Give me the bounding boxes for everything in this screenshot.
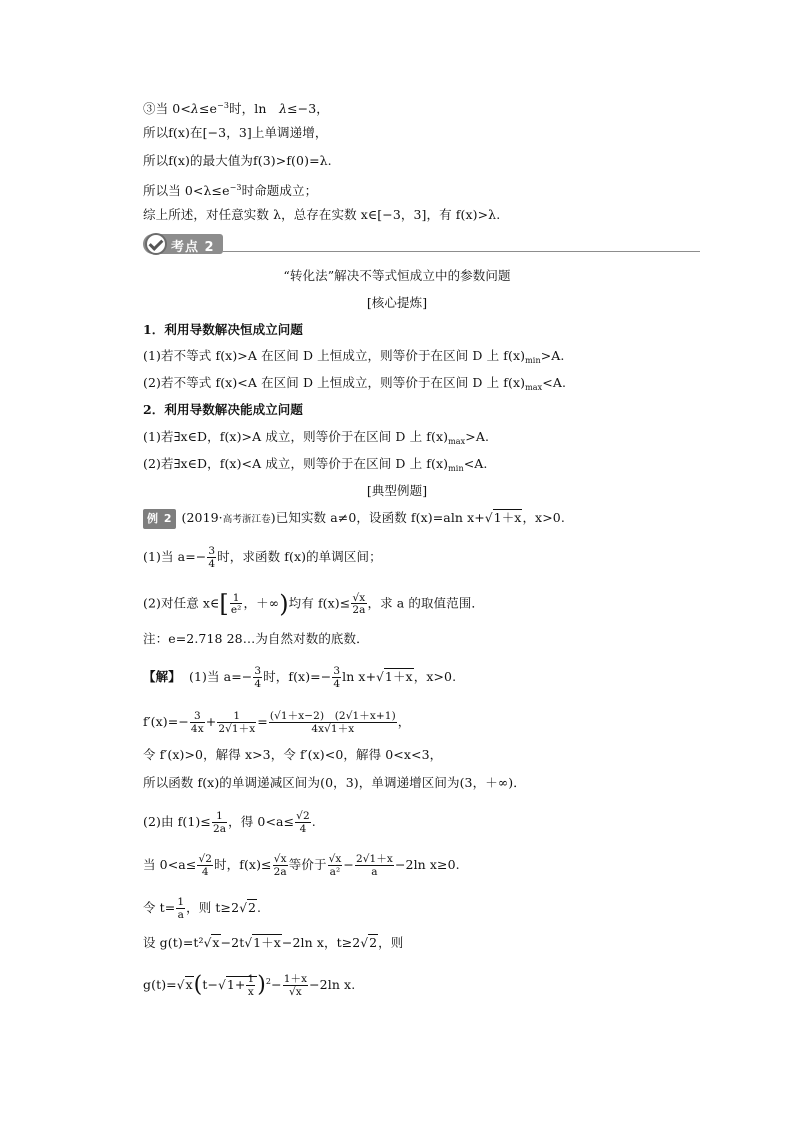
text: t− — [202, 977, 219, 992]
solution-label: 【解】 — [143, 669, 181, 684]
text: . — [257, 900, 262, 915]
text: (2)若不等式 f(x)<A 在区间 D 上恒成立，则等价于在区间 D 上 f(x) — [143, 375, 526, 390]
exponent: 2 — [265, 977, 272, 986]
text: 时，求函数 f(x)的单调区间； — [217, 549, 382, 564]
solution-equiv — [143, 854, 460, 877]
sqrt-icon: √ — [176, 978, 185, 992]
fraction: $\frac{1}{2a}$ — [213, 810, 227, 835]
text: 令 t= — [143, 900, 176, 915]
text: ， — [397, 714, 411, 729]
text: <A. — [463, 456, 488, 471]
radicand: 2 — [247, 900, 256, 915]
text: ≤−3， — [287, 101, 329, 116]
text: −2t — [220, 935, 245, 950]
typical-heading: [典型例题] — [366, 483, 428, 498]
text: <A. — [542, 375, 567, 390]
text: >A. — [465, 429, 490, 444]
text: ，则 t≥2 — [186, 900, 240, 915]
radicand: 2 — [369, 935, 378, 950]
text: >A. — [540, 348, 565, 363]
subscript: min — [525, 356, 541, 365]
sqrt-icon: √ — [244, 936, 253, 950]
sqrt-icon: √ — [239, 901, 247, 915]
text: ，x>0. — [413, 669, 457, 684]
fraction: $\frac{3}{4x}$ — [190, 710, 204, 735]
text: 时命题成立； — [241, 183, 318, 198]
solution-substitute — [143, 897, 261, 920]
sqrt-icon: √ — [218, 978, 226, 992]
text: ≤e — [198, 101, 218, 116]
text: 所以当 0<λ≤e — [143, 183, 230, 198]
line-holds — [143, 179, 317, 200]
line-case-3 — [143, 97, 329, 118]
fraction: $\frac{√2}{4}$ — [198, 853, 213, 878]
divider — [223, 251, 700, 252]
radicand: x — [185, 977, 193, 992]
solution-sign: 令 f′(x)>0，解得 x>3，令 f′(x)<0，解得 0<x<3， — [143, 747, 443, 762]
text: (1)当 a=− — [143, 549, 207, 564]
text: ，x>0. — [522, 510, 565, 525]
text: 时，f(x)=− — [263, 669, 332, 684]
lambda: λ — [279, 101, 288, 116]
text: ③当 0< — [143, 101, 191, 116]
core-heading: [核心提炼] — [366, 295, 428, 310]
fraction: $\frac{√2}{4}$ — [296, 810, 310, 835]
fraction: $\frac{√x}{2a}$ — [273, 853, 287, 878]
text: (2)由 f(1)≤ — [143, 814, 211, 829]
paren-icon: ( — [193, 972, 203, 998]
text: = — [257, 714, 268, 729]
radicand: 1＋x — [493, 510, 522, 525]
text: ) — [270, 510, 276, 525]
text: ln x+ — [342, 669, 377, 684]
kaodian-label: 考点 2 — [171, 240, 215, 255]
sqrt-icon: √ — [484, 511, 493, 525]
fraction: $\frac{3}{4}$ — [208, 545, 216, 570]
text: ，求 a 的取值范围． — [367, 595, 484, 611]
text: (1)当 a=− — [188, 669, 253, 684]
para-3 — [143, 428, 489, 451]
check-icon — [145, 233, 167, 255]
radicand: x — [212, 935, 220, 950]
radicand: 1＋x — [384, 669, 413, 684]
sqrt-icon: √ — [203, 936, 212, 950]
text: 已知实数 a≠0，设函数 f(x)=aln x+ — [275, 510, 485, 525]
text: −2ln x，t≥2 — [281, 935, 361, 950]
sqrt-icon: √ — [360, 936, 369, 950]
text: 时，f(x)≤ — [214, 857, 272, 872]
derivative — [143, 711, 410, 734]
note: 注：e=2.718 28…为自然对数的底数． — [143, 631, 369, 646]
para-2 — [143, 374, 566, 397]
para-1 — [143, 347, 565, 370]
text: 设 g(t)=t² — [143, 935, 204, 950]
subscript: min — [448, 464, 464, 473]
text: (2)若∃x∈D，f(x)<A 成立，则等价于在区间 D 上 f(x) — [143, 456, 449, 471]
text: − — [271, 977, 282, 992]
text: g(t)= — [143, 977, 177, 992]
text: ，＋∞ — [243, 595, 280, 611]
text: − — [343, 857, 354, 872]
fraction: $\frac{(√1+x-2) (2√1+x+1)}{4x√1+x}$ — [269, 710, 396, 735]
subscript: max — [525, 383, 543, 392]
radicand: 1＋x — [253, 935, 281, 950]
text: 当 0<a≤ — [143, 857, 197, 872]
paren-icon: ) — [257, 972, 266, 998]
text: ，则 — [378, 935, 404, 950]
question-1 — [143, 546, 382, 569]
sqrt-icon: √ — [376, 670, 384, 684]
text: + — [205, 714, 217, 729]
solution-define-g — [143, 934, 403, 952]
solution-2 — [143, 811, 316, 834]
subscript: max — [448, 437, 466, 446]
solution-1 — [143, 666, 456, 689]
fraction: $\frac{√x}{2a}$ — [352, 591, 366, 616]
heading-2: 2．利用导数解决能成立问题 — [143, 402, 303, 417]
text: 均有 f(x)≤ — [288, 595, 351, 611]
text: 时，ln — [229, 101, 280, 116]
text: (1)若∃x∈D，f(x)>A 成立，则等价于在区间 D 上 f(x) — [143, 429, 449, 444]
text: −2ln x≥0. — [394, 857, 460, 872]
example-stem — [143, 509, 565, 529]
fraction: $\frac{3}{4}$ — [254, 665, 262, 690]
question-2 — [143, 592, 484, 616]
exponent: −3 — [217, 101, 230, 110]
text: f′(x)=− — [143, 714, 189, 729]
kaodian-badge — [143, 234, 223, 254]
solution-intervals: 所以函数 f(x)的单调递减区间为(0，3)，单调递增区间为(3，＋∞)． — [143, 775, 526, 790]
fraction: $\frac{1}{\text{e²}}$ — [230, 591, 242, 616]
line-max-value: 所以f(x)的最大值为f(3)>f(0)=λ. — [143, 153, 332, 168]
source: 高考浙江卷 — [222, 514, 271, 525]
section-title: “转化法”解决不等式恒成立中的参数问题 — [283, 268, 511, 283]
text: (1)若不等式 f(x)>A 在区间 D 上恒成立，则等价于在区间 D 上 f(x) — [143, 348, 526, 363]
fraction: $\frac{√x}{\text{a²}}$ — [328, 853, 342, 878]
fraction: $\frac{1}{2√1+x}$ — [218, 710, 256, 735]
text: (2)对任意 x∈ — [143, 595, 220, 611]
radicand: 1+ $\frac{1}{x}$ — [226, 976, 257, 992]
paren-icon: ) — [279, 590, 289, 618]
fraction: $\frac{1+x}{√x}$ — [283, 973, 308, 998]
bracket-icon: [ — [219, 590, 229, 618]
text: −2ln x. — [309, 977, 356, 992]
solution-g-form — [143, 973, 355, 997]
text: 等价于 — [288, 857, 327, 872]
line-monotonic: 所以f(x)在[−3，3]上单调递增， — [143, 125, 328, 140]
lambda: λ — [190, 101, 199, 116]
fraction: $\frac{3}{4}$ — [333, 665, 341, 690]
fraction: $\frac{1}{a}$ — [177, 896, 185, 921]
kaodian-header — [143, 233, 700, 255]
text: ，得 0<a≤ — [228, 814, 295, 829]
line-conclusion: 综上所述，对任意实数 λ，总存在实数 x∈[−3，3]，有 f(x)>λ. — [143, 207, 501, 222]
heading-1: 1．利用导数解决恒成立问题 — [143, 322, 303, 337]
fraction: $\frac{2√1+x}{a}$ — [355, 853, 393, 878]
text: (2019· — [181, 510, 223, 525]
text: . — [311, 814, 316, 829]
example-badge: 例 2 — [143, 509, 176, 529]
exponent: −3 — [229, 183, 242, 192]
para-4 — [143, 455, 487, 478]
